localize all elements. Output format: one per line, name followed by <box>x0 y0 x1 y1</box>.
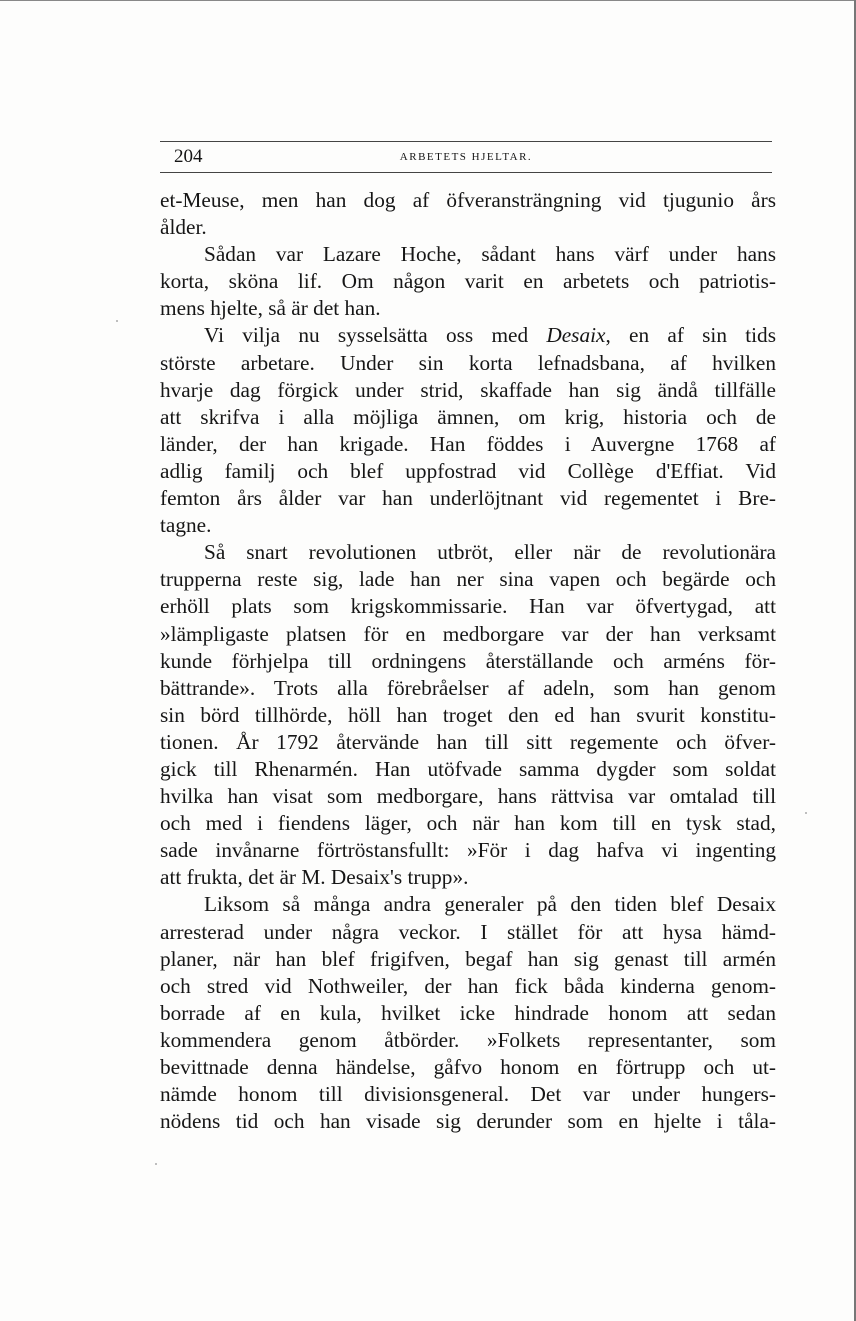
emphasized-name: Desaix <box>546 323 606 348</box>
text-line: planer, när han blef frigifven, begaf han sig genast till armén <box>160 946 776 971</box>
paragraph-first-line: Vi vilja nu sysselsätta oss med Desaix, en af sin tids <box>204 323 776 348</box>
text-line: att frukta, det är M. Desaix's trupp». <box>160 865 469 890</box>
text-line: borrade af en kula, hvilket icke hindrade honom att sedan <box>160 1000 776 1025</box>
text-line: störste arbetare. Under sin korta lefnadsbana, af hvilken <box>160 350 776 375</box>
text-line: femton års ålder var han underlöjtnant vid regementet i Bre- <box>160 486 776 511</box>
text-line: et-Meuse, men han dog af öfveransträngning vid tjugunio års <box>160 188 776 212</box>
text-line: korta, sköna lif. Om någon varit en arbetets och patriotis- <box>160 269 776 294</box>
scan-edge-top <box>0 0 856 1</box>
text-line: nödens tid och han visade sig derunder som en hjelte i tåla- <box>160 1109 776 1134</box>
text-line: mens hjelte, så är det han. <box>160 296 381 321</box>
text-line: och med i fiendens läger, och när han kom till en tysk stad, <box>160 811 776 836</box>
running-header <box>160 145 772 169</box>
text-line: tagne. <box>160 513 212 538</box>
text-line: sin börd tillhörde, höll han troget den ed han svurit konstitu- <box>160 702 776 727</box>
text-line: att skrifva i alla möjliga ämnen, om krig, historia och de <box>160 404 776 429</box>
scan-speck <box>805 812 807 814</box>
scan-speck <box>116 320 118 322</box>
header-rule-bottom <box>160 172 772 173</box>
text-line: bevittnade denna händelse, gåfvo honom en förtrupp och ut- <box>160 1055 776 1079</box>
header-rule-top <box>160 141 772 142</box>
text-line: och stred vid Nothweiler, der han fick båda kinderna genom- <box>160 973 776 998</box>
text-line: kommendera genom åtbörder. »Folkets representanter, som <box>160 1027 776 1052</box>
scan-speck <box>155 1163 157 1165</box>
paragraph-first-line: Sådan var Lazare Hoche, sådant hans värf under hans <box>204 242 776 267</box>
text-line: hvilka han visat som medborgare, hans rättvisa var omtalad till <box>160 784 776 809</box>
text-line: bättrande». Trots alla förebråelser af adeln, som han genom <box>160 675 776 700</box>
text-line: sade invånarne förtröstansfullt: »För i dag hafva vi ingenting <box>160 838 776 863</box>
text-line: ålder. <box>160 215 207 240</box>
body-text <box>160 187 776 1135</box>
text-line: tionen. År 1792 återvände han till sitt regemente och öfver- <box>160 729 776 754</box>
running-title: ARBETETS HJELTAR. <box>399 151 533 163</box>
text-line: nämde honom till divisionsgeneral. Det var under hungers- <box>160 1082 776 1107</box>
text-line: trupperna reste sig, lade han ner sina vapen och begärde och <box>160 567 776 592</box>
text-line: gick till Rhenarmén. Han utöfvade samma dygder som soldat <box>160 756 776 781</box>
paragraph-first-line: Så snart revolutionen utbröt, eller när de revolutionära <box>204 540 776 565</box>
paragraph-first-line: Liksom så många andra generaler på den tiden blef Desaix <box>204 892 776 917</box>
text-line: adlig familj och blef uppfostrad vid Collège d'Effiat. Vid <box>160 458 776 483</box>
text-line: länder, der han krigade. Han föddes i Auvergne 1768 af <box>160 431 776 456</box>
text-line: arresterad under några veckor. I stället för att hysa hämd- <box>160 919 776 944</box>
text-line: erhöll plats som krigskommissarie. Han var öfvertygad, att <box>160 594 776 619</box>
page-number: 204 <box>174 146 203 167</box>
text-line: »lämpligaste platsen för en medborgare var der han verksamt <box>160 621 776 646</box>
text-line: kunde förhjelpa till ordningens återställande och arméns för- <box>160 648 776 673</box>
text-line: hvarje dag förgick under strid, skaffade han sig ändå tillfälle <box>160 377 776 402</box>
